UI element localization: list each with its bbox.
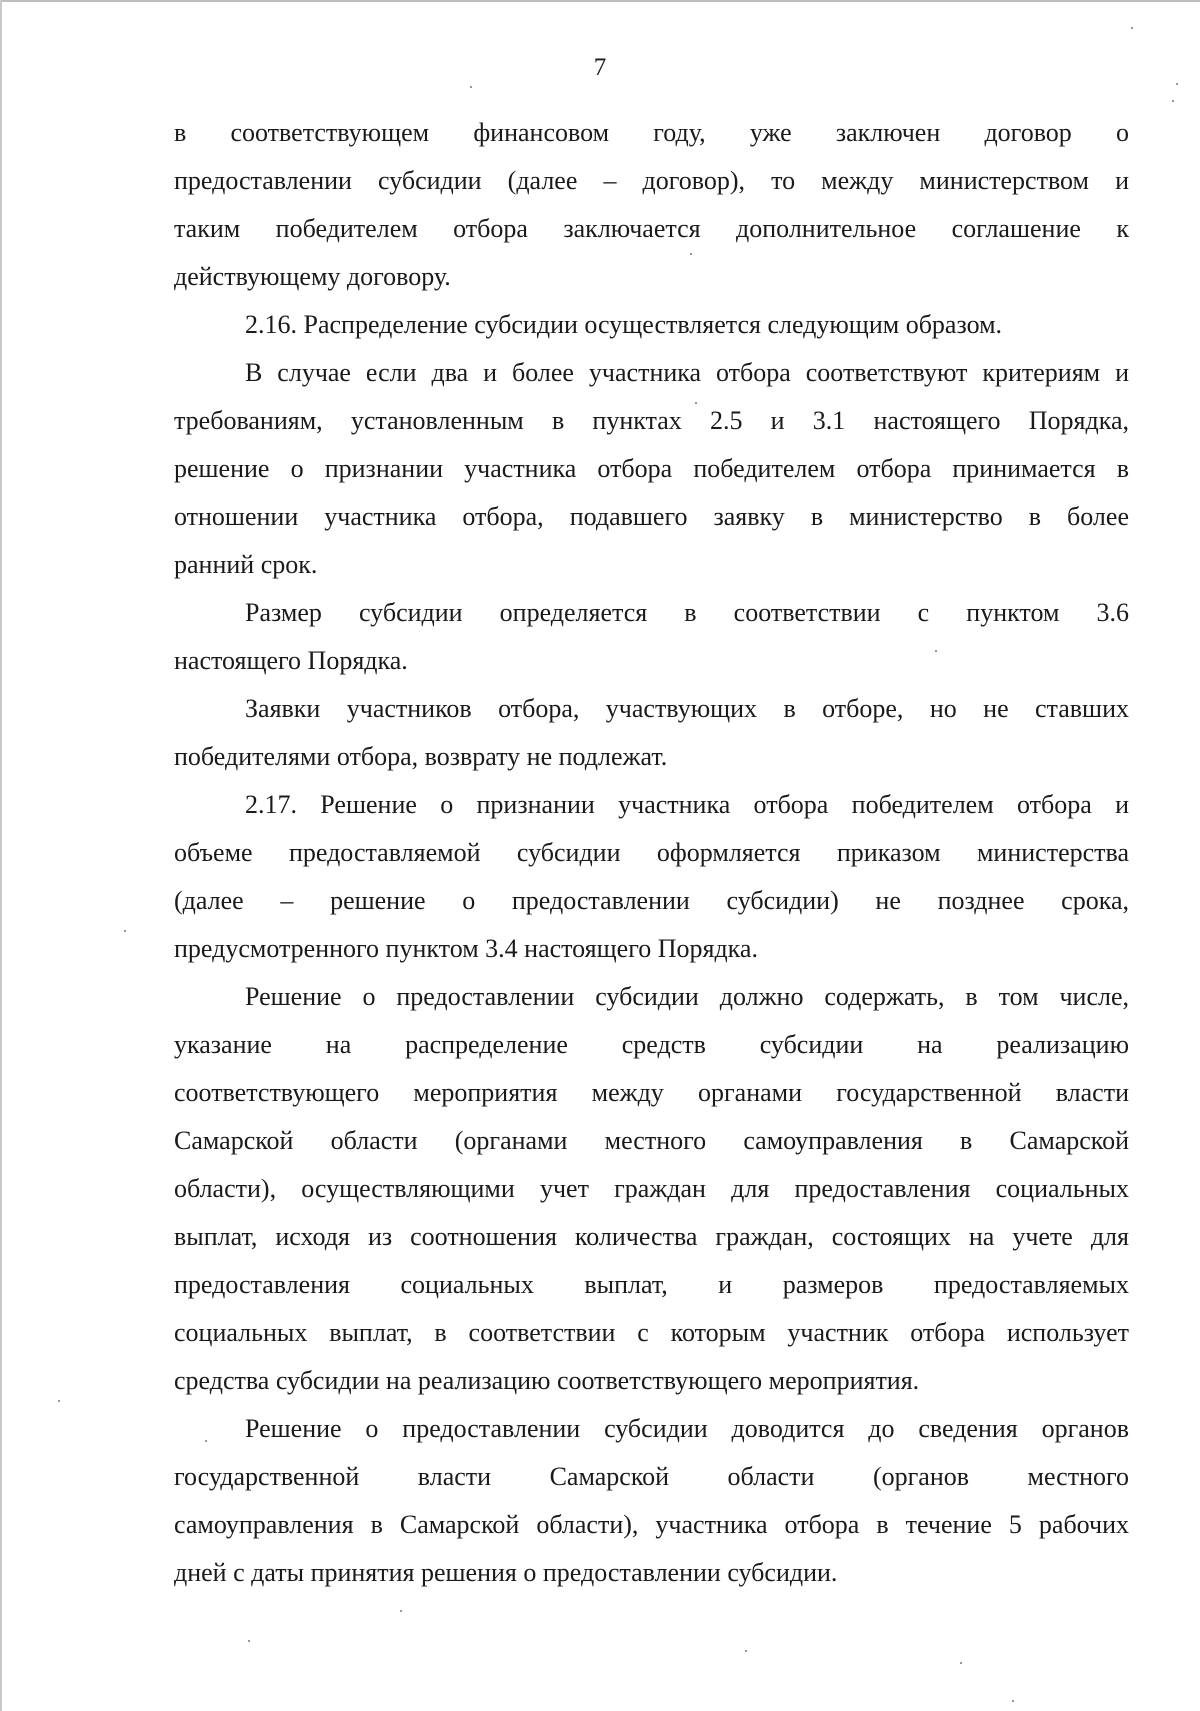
text-line: социальных выплат, в соответствии с которым участник отбора использует (174, 1318, 1129, 1347)
text-line: самоуправления в Самарской области), участника отбора в течение 5 рабочих (174, 1510, 1129, 1539)
scan-edge-left (0, 0, 2, 1711)
text-line: указание на распределение средств субсидии на реализацию (174, 1030, 1129, 1059)
paragraph (174, 1405, 1129, 1597)
text-line: предоставлении субсидии (далее – договор), то между министерством и (174, 166, 1129, 195)
text-line: требованиям, установленным в пунктах 2.5 и 3.1 настоящего Порядка, (174, 406, 1129, 435)
text-line: настоящего Порядка. (174, 646, 408, 675)
text-line: Самарской области (органами местного самоуправления в Самарской (174, 1126, 1129, 1155)
text-line: 2.16. Распределение субсидии осуществляется следующим образом. (245, 310, 1003, 339)
text-line: Решение о предоставлении субсидии доводится до сведения органов (245, 1414, 1129, 1443)
text-line: Размер субсидии определяется в соответствии с пунктом 3.6 (245, 598, 1129, 627)
text-line: 2.17. Решение о признании участника отбора победителем отбора и (245, 790, 1129, 819)
text-line: предоставления социальных выплат, и размеров предоставляемых (174, 1270, 1129, 1299)
text-line: выплат, исходя из соотношения количества граждан, состоящих на учете для (174, 1222, 1129, 1251)
text-line: действующему договору. (174, 262, 451, 291)
text-line: ранний срок. (174, 550, 318, 579)
text-line: объеме предоставляемой субсидии оформляется приказом министерства (174, 838, 1129, 867)
text-line: государственной власти Самарской области (органов местного (174, 1462, 1129, 1491)
paragraph (174, 349, 1129, 589)
paragraph (174, 685, 1129, 781)
text-line: средства субсидии на реализацию соответствующего мероприятия. (174, 1366, 920, 1395)
paragraph (174, 973, 1129, 1405)
paragraph (174, 589, 1129, 685)
text-line: отношении участника отбора, подавшего заявку в министерство в более (174, 502, 1129, 531)
text-line: победителями отбора, возврату не подлежат. (174, 742, 668, 771)
text-line: дней с даты принятия решения о предоставлении субсидии. (174, 1558, 838, 1587)
text-line: Заявки участников отбора, участвующих в отборе, но не ставших (245, 694, 1129, 723)
text-line: в соответствующем финансовом году, уже заключен договор о (174, 118, 1129, 147)
paragraph (174, 301, 1129, 349)
page-number: 7 (593, 54, 607, 81)
text-line: таким победителем отбора заключается дополнительное соглашение к (174, 214, 1129, 243)
text-line: предусмотренного пунктом 3.4 настоящего Порядка. (174, 934, 758, 963)
paragraph (174, 781, 1129, 973)
text-line: соответствующего мероприятия между органами государственной власти (174, 1078, 1129, 1107)
document-body (174, 109, 1129, 1597)
text-line: Решение о предоставлении субсидии должно содержать, в том числе, (245, 982, 1129, 1011)
text-line: области), осуществляющими учет граждан для предоставления социальных (174, 1174, 1129, 1203)
scan-edge-top (0, 0, 1200, 2)
paragraph (174, 109, 1129, 301)
text-line: решение о признании участника отбора победителем отбора принимается в (174, 454, 1129, 483)
text-line: (далее – решение о предоставлении субсидии) не позднее срока, (174, 886, 1129, 915)
text-line: В случае если два и более участника отбора соответствуют критериям и (245, 358, 1129, 387)
